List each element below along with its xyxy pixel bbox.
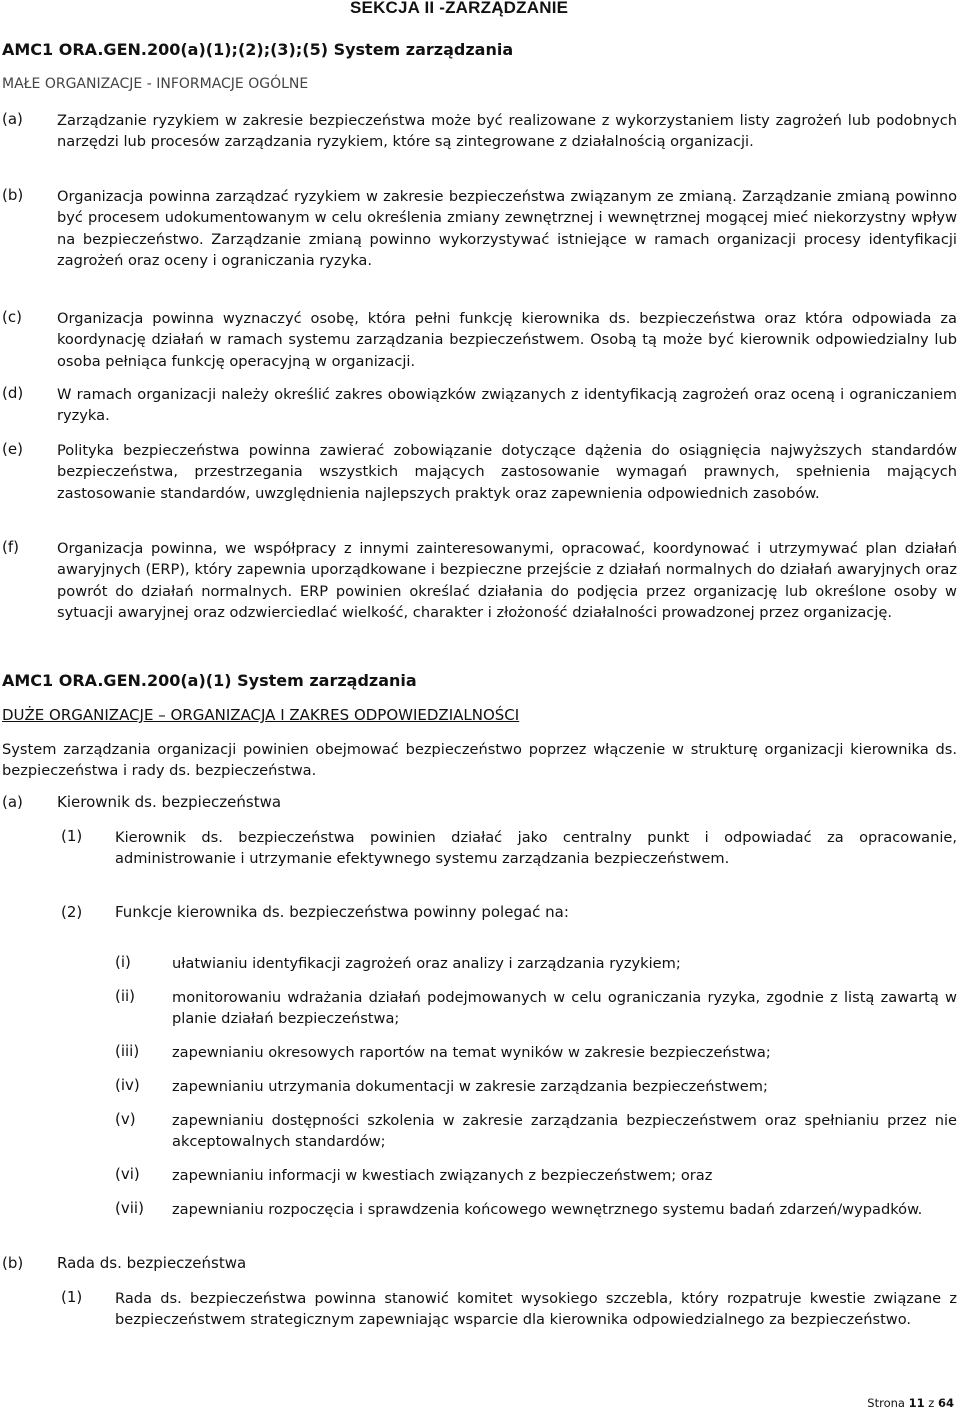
heading-large-orgs: AMC1 ORA.GEN.200(a)(1) System zarządzania	[2, 671, 417, 690]
paragraph-a: Zarządzanie ryzykiem w zakresie bezpieczeństwa może być realizowane z wykorzystaniem listy zagrożeń lub podobnych narzędzi lub procesów zarządzania ryzykiem, które są zintegrowane z działalnością organizacji.	[57, 112, 957, 151]
heading-small-orgs: AMC1 ORA.GEN.200(a)(1);(2);(3);(5) System zarządzania	[2, 40, 514, 59]
subitem-text-a1: Kierownik ds. bezpieczeństwa powinien działać jako centralny punkt i odpowiadać za opracowanie, administrowanie i utrzymanie efektywnego systemu zarządzania bezpieczeństwem.	[115, 829, 957, 868]
item-title-safety-manager: Kierownik ds. bezpieczeństwa	[57, 793, 282, 811]
roman-text-vii: zapewnianiu rozpoczęcia i sprawdzenia końcowego wewnętrznego systemu badań zdarzeń/wypadków.	[172, 1201, 923, 1218]
page-footer	[867, 1396, 954, 1410]
roman-label-v: (v)	[115, 1110, 136, 1128]
paragraph-b: Organizacja powinna zarządzać ryzykiem w zakresie bezpieczeństwa związanym ze zmianą. Zarządzanie zmianą powinno być procesem udokumentowanym w celu określenia zmiany zewnętrznej i wewnętrznej mogącej mieć niekorzystny wpływ na bezpieczeństwo. Zarządzanie zmianą powinno wykorzystywać istniejące w ramach organizacji procesy identyfikacji zagrożeń oraz oceny i ograniczania ryzyka.	[57, 188, 957, 269]
subitem-label-b1: (1)	[61, 1288, 83, 1306]
roman-text-iv: zapewnianiu utrzymania dokumentacji w zakresie zarządzania bezpieczeństwem;	[172, 1078, 768, 1095]
roman-text-vi: zapewnianiu informacji w kwestiach związanych z bezpieczeństwem; oraz	[172, 1167, 713, 1184]
roman-label-iv: (iv)	[115, 1076, 140, 1094]
paragraph-c: Organizacja powinna wyznaczyć osobę, która pełni funkcję kierownika ds. bezpieczeństwa oraz która odpowiada za koordynację działań w ramach systemu zarządzania bezpieczeństwem. Osobą tą może być kierownik odpowiedzialny lub osoba pełniąca funkcję operacyjną w organizacji.	[57, 310, 957, 370]
roman-label-vi: (vi)	[115, 1165, 140, 1183]
item-label-e: (e)	[2, 440, 23, 458]
item-label-c: (c)	[2, 308, 22, 326]
roman-text-iii: zapewnianiu okresowych raportów na temat wyników w zakresie bezpieczeństwa;	[172, 1044, 771, 1061]
item-label-large-b: (b)	[2, 1254, 24, 1272]
footer-sep: z	[928, 1396, 935, 1410]
roman-label-i: (i)	[115, 953, 131, 971]
paragraph-f: Organizacja powinna, we współpracy z innymi zainteresowanymi, opracować, koordynować i utrzymywać plan działań awaryjnych (ERP), który zapewnia uporządkowane i bezpieczne przejście z działań normalnych do działań awaryjnych oraz powrót do działań normalnych. ERP powinien określać działania do podjęcia przez organizację lub określone osoby w sytuacji awaryjnej oraz odzwierciedlać wielkość, charakter i złożoność działalności prowadzonej przez organizację.	[57, 540, 957, 621]
footer-total-pages: 64	[937, 1396, 954, 1410]
item-title-safety-board: Rada ds. bezpieczeństwa	[57, 1254, 247, 1272]
subheading-large-orgs: DUŻE ORGANIZACJE – ORGANIZACJA I ZAKRES ODPOWIEDZIALNOŚCI	[2, 706, 520, 724]
subitem-text-a2: Funkcje kierownika ds. bezpieczeństwa powinny polegać na:	[115, 903, 569, 921]
item-label-d: (d)	[2, 384, 24, 402]
paragraph-e: Polityka bezpieczeństwa powinna zawierać zobowiązanie dotyczące dążenia do osiągnięcia najwyższych standardów bezpieczeństwa, przestrzegania wszystkich mających zastosowanie wymagań prawnych, spełnienia mających zastosowanie standardów, uwzględnienia najlepszych praktyk oraz zapewnienia odpowiednich zasobów.	[57, 442, 957, 502]
intro-paragraph: System zarządzania organizacji powinien obejmować bezpieczeństwo poprzez włączenie w strukturę organizacji kierownika ds. bezpieczeństwa i rady ds. bezpieczeństwa.	[2, 741, 957, 780]
section-title: SEKCJA II -ZARZĄDZANIE	[350, 0, 569, 17]
roman-label-iii: (iii)	[115, 1042, 140, 1060]
paragraph-d: W ramach organizacji należy określić zakres obowiązków związanych z identyfikacją zagrożeń oraz oceną i ograniczaniem ryzyka.	[57, 386, 957, 425]
item-label-b: (b)	[2, 186, 24, 204]
item-label-large-a: (a)	[2, 793, 23, 811]
item-label-a: (a)	[2, 110, 23, 128]
footer-page-number: 11	[908, 1396, 925, 1410]
item-label-f: (f)	[2, 538, 19, 556]
subitem-label-a2: (2)	[61, 903, 83, 921]
roman-label-ii: (ii)	[115, 987, 136, 1005]
footer-prefix: Strona	[867, 1396, 905, 1410]
roman-text-ii: monitorowaniu wdrażania działań podejmowanych w celu ograniczania ryzyka, zgodnie z listą zawartą w planie działań bezpieczeństwa;	[172, 989, 957, 1028]
roman-text-v: zapewnianiu dostępności szkolenia w zakresie zarządzania bezpieczeństwem oraz spełnianiu przez nie akceptowalnych standardów;	[172, 1112, 957, 1151]
subitem-text-b1: Rada ds. bezpieczeństwa powinna stanowić komitet wysokiego szczebla, który rozpatruje kwestie związane z bezpieczeństwem strategicznym zapewniając wsparcie dla kierownika odpowiedzialnego za bezpieczeństwo.	[115, 1290, 957, 1329]
subheading-small-orgs: MAŁE ORGANIZACJE - INFORMACJE OGÓLNE	[2, 76, 309, 92]
subitem-label-a1: (1)	[61, 827, 83, 845]
roman-text-i: ułatwianiu identyfikacji zagrożeń oraz analizy i zarządzania ryzykiem;	[172, 955, 681, 972]
roman-label-vii: (vii)	[115, 1199, 144, 1217]
